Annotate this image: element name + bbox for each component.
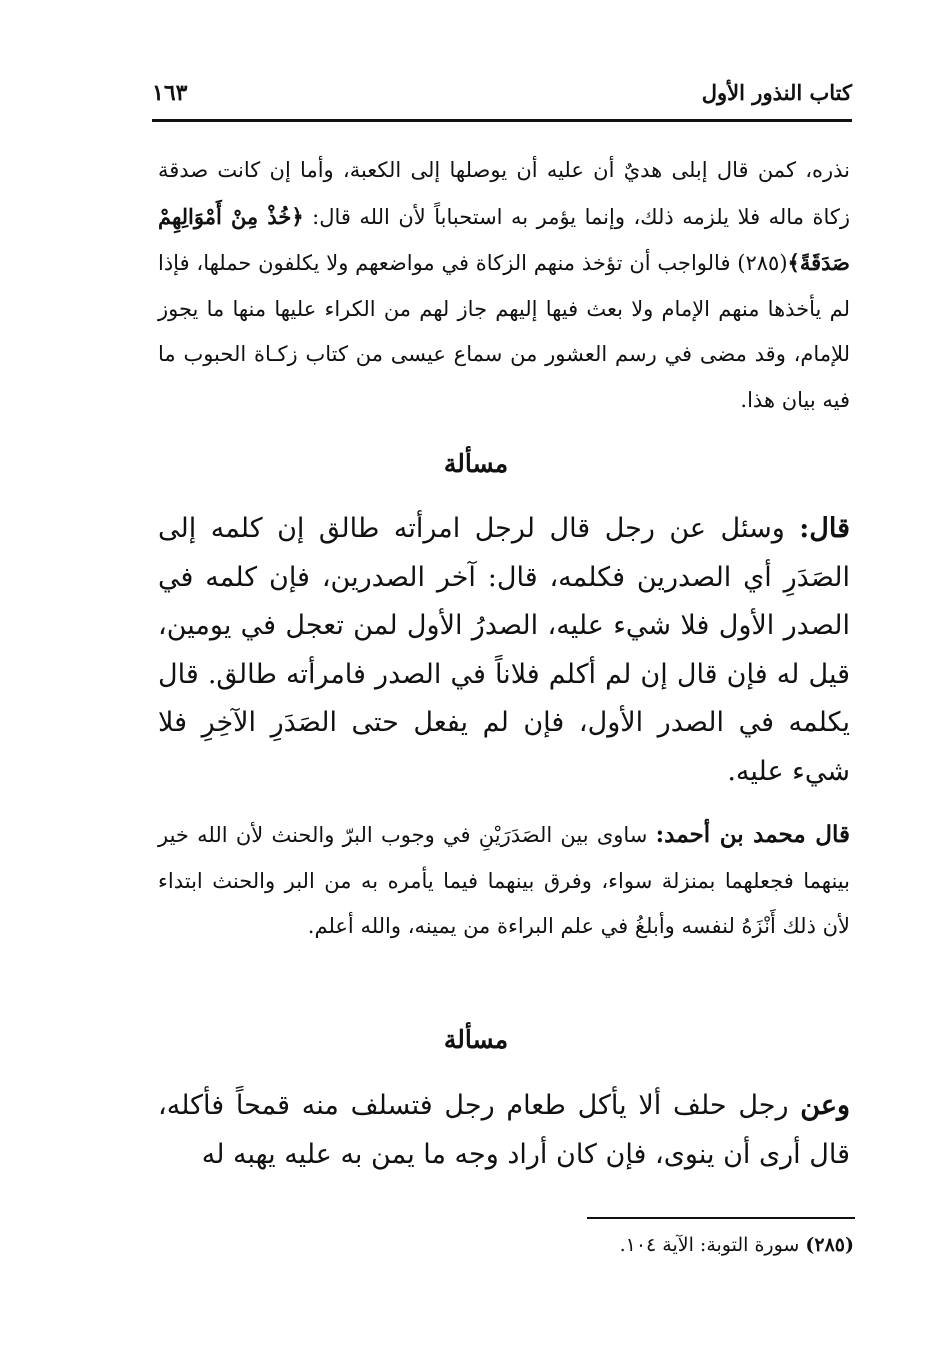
footnote-text: سورة التوبة: الآية ١٠٤. [619,1234,806,1256]
header-rule [152,119,852,122]
paragraph-1-text-b: (٢٨٥) فالواجب أن تؤخذ منهم الزكاة في مواضعهم ولا يكلفون حملها، فإذا لم يأخذها منهم الإمام ولا بعث فيها إليهم جاز لهم من الكراء عليها منها ما يجوز للإمام، وقد مضى في رسم العشور من سماع عيسى من كتاب زكـاة الحبوب ما فيه بيان هذا. [158,251,850,412]
section-2-body: رجل حلف ألا يأكل طعام رجل فتسلف منه قمحاً فأكله، قال أرى أن ينوى، فإن كان أراد وجه ما يمن به عليه يهبه له [158,1090,850,1170]
paragraph-3-lead: قال محمد بن أحمد: [655,821,850,848]
paragraph-1 [158,148,850,423]
footnote [620,1234,854,1256]
section-1-body: وسئل عن رجل قال لرجل امرأته طالق إن كلمه إلى الصَدَرِ أي الصدرين فكلمه، قال: آخر الصدرين، فإن كلمه في الصدر الأول فلا شيء عليه، الصدرُ الأول لمن تعجل في يومين، قيل له فإن قال إن لم أكلم فلاناً في الصدر فامرأته طالق. قال يكلمه في الصدر الأول، فإن لم يفعل حتى الصَدَرِ الآخِرِ فلا شيء عليه. [158,513,850,787]
footnote-rule [587,1217,855,1219]
section-1-lead: قال: [799,513,850,544]
section-1-heading: مسألة [443,449,509,478]
paragraph-3-body: ساوى بين الصَدَرَيْنِ في وجوب البرّ والحنث لأن الله خير بينهما فجعلهما بمنزلة سواء، وفرق بينهما فيما يأمره به من البر والحنث ابتداء لأن ذلك أَنْزَهُ لنفسه وأبلغُ في علم البراءة من يمينه، والله أعلم. [158,823,850,938]
section-1-paragraph [158,505,850,796]
page-number: ١٦٣ [152,80,188,106]
paragraph-3 [158,812,850,950]
section-2-heading: مسألة [443,1025,509,1054]
paragraph-1-text-a: نذره، كمن قال إبلى هديٌ أن عليه أن يوصلها إلى الكعبة، وأما إن كانت صدقة زكاة ماله فلا يلزمه ذلك، وإنما يؤمر به استحباباً لأن الله قال: [158,158,850,229]
quran-quote: ﴿خُذْ مِنْ أَمْوَالِهِمْ صَدَقَةً﴾ [158,203,850,275]
footnote-number: (٢٨٥) [805,1234,854,1256]
section-2-paragraph [158,1082,850,1179]
header-title: كتاب النذور الأول [701,80,852,105]
section-2-lead: وعن [800,1090,850,1121]
running-header [152,78,852,118]
